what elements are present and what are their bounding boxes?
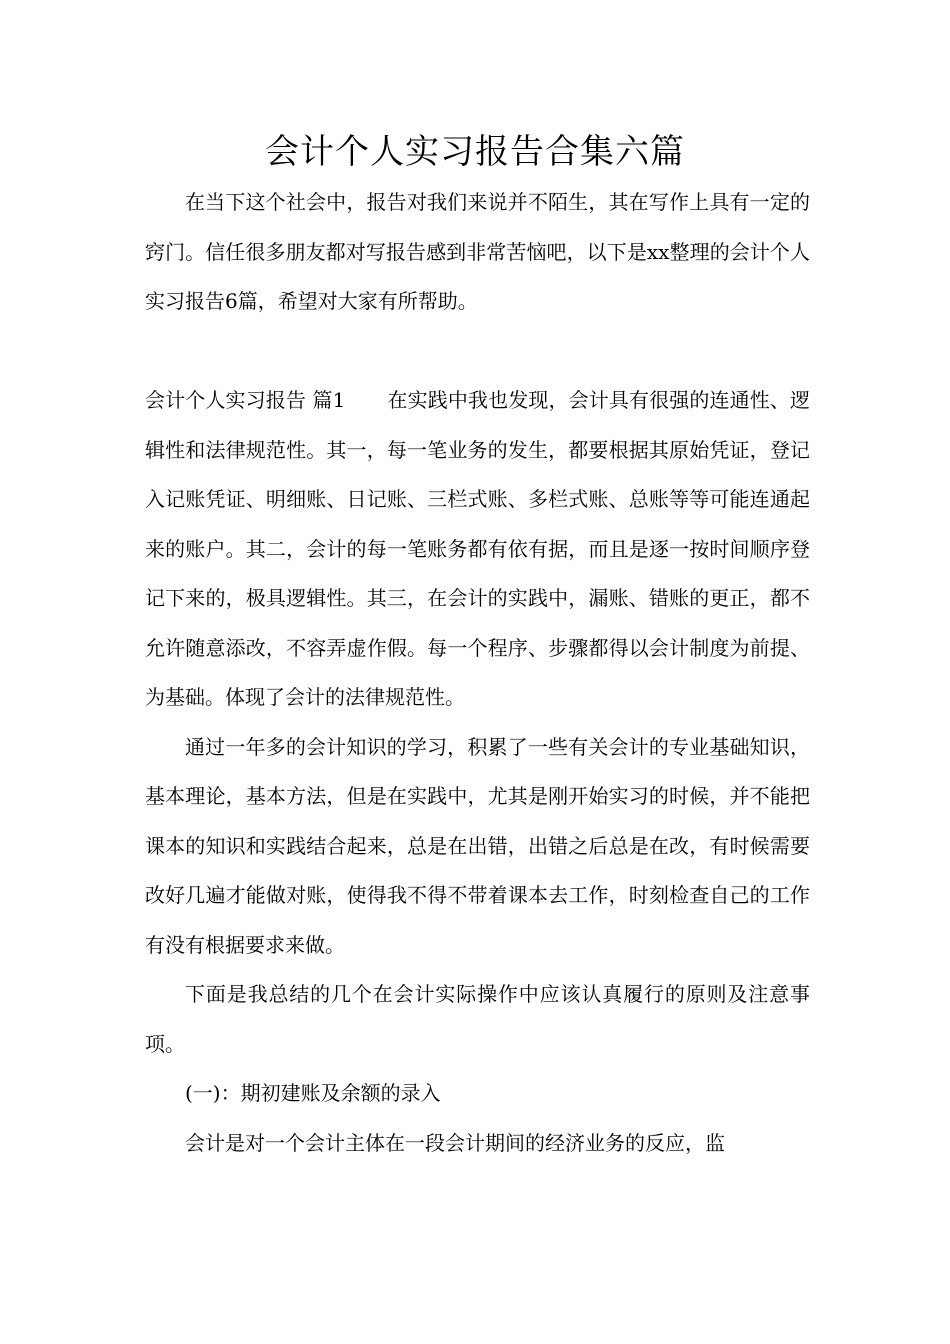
document-body [145,178,810,1168]
document-title: 会计个人实习报告合集六篇 [265,132,685,172]
subsection-heading: (一)：期初建账及余额的录入 [185,1081,441,1105]
body-paragraph: 通过一年多的会计知识的学习，积累了一些有关会计的专业基础知识，基本理论，基本方法，但是在实践中，尤其是刚开始实习的时候，并不能把课本的知识和实践结合起来，总是在出错，出错之后总是在改，有时候需要改好几遍才能做对账，使得我不得不带着课本去工作，时刻检查自己的工作有没有根据要求来做。 [145,734,810,957]
section-heading: 会计个人实习报告 篇1 [145,388,346,412]
section-first-paragraph-text: 在实践中我也发现，会计具有很强的连通性、逻辑性和法律规范性。其一，每一笔业务的发生，都要根据其原始凭证，登记入记账凭证、明细账、日记账、三栏式账、多栏式账、总账等等可能连通起来的账户。其二，会计的每一笔账务都有依有据，而且是逐一按时间顺序登记下来的，极具逻辑性。其三，在会计的实践中，漏账、错账的更正，都不允许随意添改，不容弄虚作假。每一个程序、步骤都得以会计制度为前提、为基础。体现了会计的法律规范性。 [145,388,810,709]
body-paragraph: 下面是我总结的几个在会计实际操作中应该认真履行的原则及注意事项。 [145,982,810,1056]
body-paragraph: 会计是对一个会计主体在一段会计期间的经济业务的反应，监 [185,1130,725,1155]
section-paragraph [145,376,810,723]
intro-paragraph: 在当下这个社会中，报告对我们来说并不陌生，其在写作上具有一定的窍门。信任很多朋友都对写报告感到非常苦恼吧，以下是xx整理的会计个人实习报告6篇，希望对大家有所帮助。 [145,190,810,313]
